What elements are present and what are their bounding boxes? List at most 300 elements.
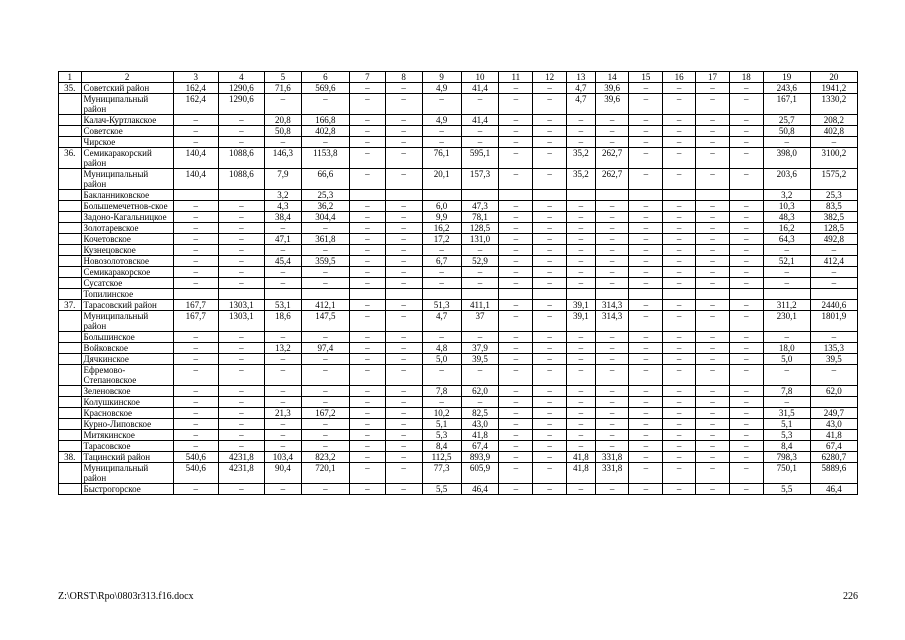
- value-cell: 331,8: [595, 452, 629, 463]
- value-cell: 5,1: [763, 419, 810, 430]
- value-cell: –: [663, 386, 696, 397]
- value-cell: –: [533, 365, 567, 386]
- value-cell: 67,4: [461, 441, 499, 452]
- value-cell: –: [729, 245, 763, 256]
- value-cell: –: [173, 408, 218, 419]
- value-cell: –: [173, 484, 218, 495]
- row-number: [59, 137, 82, 148]
- value-cell: –: [301, 94, 349, 115]
- value-cell: –: [629, 223, 663, 234]
- table-row: [59, 397, 858, 408]
- table-row: [59, 408, 858, 419]
- value-cell: –: [461, 397, 499, 408]
- value-cell: 540,6: [173, 463, 218, 484]
- value-cell: 249,7: [810, 408, 857, 419]
- value-cell: –: [533, 441, 567, 452]
- value-cell: 51,3: [422, 300, 461, 311]
- table-row: [59, 386, 858, 397]
- value-cell: –: [533, 397, 567, 408]
- value-cell: –: [729, 332, 763, 343]
- value-cell: –: [349, 115, 385, 126]
- value-cell: [696, 289, 730, 300]
- value-cell: –: [499, 83, 533, 94]
- value-cell: [218, 289, 264, 300]
- table-row: [59, 83, 858, 94]
- value-cell: 62,0: [810, 386, 857, 397]
- value-cell: –: [595, 267, 629, 278]
- value-cell: –: [349, 201, 385, 212]
- value-cell: 262,7: [595, 148, 629, 169]
- value-cell: –: [663, 83, 696, 94]
- value-cell: –: [422, 332, 461, 343]
- value-cell: –: [595, 115, 629, 126]
- value-cell: –: [696, 484, 730, 495]
- value-cell: –: [729, 386, 763, 397]
- value-cell: –: [533, 83, 567, 94]
- settlement-name: Войковское: [81, 343, 173, 354]
- value-cell: 540,6: [173, 452, 218, 463]
- value-cell: –: [499, 212, 533, 223]
- row-number: [59, 115, 82, 126]
- value-cell: 90,4: [264, 463, 301, 484]
- value-cell: –: [763, 278, 810, 289]
- value-cell: –: [385, 332, 422, 343]
- value-cell: –: [533, 201, 567, 212]
- value-cell: –: [385, 267, 422, 278]
- value-cell: 52,9: [461, 256, 499, 267]
- value-cell: –: [385, 397, 422, 408]
- value-cell: –: [173, 332, 218, 343]
- value-cell: [696, 190, 730, 201]
- value-cell: –: [663, 354, 696, 365]
- value-cell: –: [499, 115, 533, 126]
- value-cell: –: [629, 311, 663, 332]
- value-cell: –: [729, 278, 763, 289]
- value-cell: –: [385, 137, 422, 148]
- value-cell: –: [499, 419, 533, 430]
- value-cell: 36,2: [301, 201, 349, 212]
- value-cell: –: [729, 137, 763, 148]
- table-row: [59, 115, 858, 126]
- value-cell: –: [422, 365, 461, 386]
- value-cell: 16,2: [422, 223, 461, 234]
- value-cell: –: [218, 126, 264, 137]
- value-cell: –: [385, 484, 422, 495]
- table-row: [59, 430, 858, 441]
- value-cell: –: [696, 441, 730, 452]
- value-cell: –: [629, 484, 663, 495]
- value-cell: 1330,2: [810, 94, 857, 115]
- value-cell: 2440,6: [810, 300, 857, 311]
- settlement-name: Советское: [81, 126, 173, 137]
- value-cell: –: [533, 94, 567, 115]
- table-row: [59, 223, 858, 234]
- value-cell: –: [696, 126, 730, 137]
- value-cell: –: [218, 354, 264, 365]
- value-cell: –: [567, 267, 596, 278]
- value-cell: 5,1: [422, 419, 461, 430]
- row-number: [59, 430, 82, 441]
- value-cell: –: [349, 430, 385, 441]
- row-number: 36.: [59, 148, 82, 169]
- value-cell: –: [629, 83, 663, 94]
- value-cell: –: [218, 212, 264, 223]
- value-cell: –: [349, 397, 385, 408]
- column-header: 19: [763, 72, 810, 83]
- value-cell: –: [729, 148, 763, 169]
- settlement-name: Ефремово-Степановское: [81, 365, 173, 386]
- row-number: 37.: [59, 300, 82, 311]
- value-cell: 4,3: [264, 201, 301, 212]
- value-cell: –: [663, 311, 696, 332]
- value-cell: –: [349, 148, 385, 169]
- value-cell: 1153,8: [301, 148, 349, 169]
- value-cell: 605,9: [461, 463, 499, 484]
- value-cell: –: [173, 343, 218, 354]
- value-cell: –: [629, 452, 663, 463]
- value-cell: –: [696, 115, 730, 126]
- value-cell: 203,6: [763, 169, 810, 190]
- value-cell: –: [218, 408, 264, 419]
- table-row: [59, 419, 858, 430]
- value-cell: 140,4: [173, 148, 218, 169]
- row-number: 38.: [59, 452, 82, 463]
- value-cell: –: [663, 137, 696, 148]
- value-cell: –: [567, 365, 596, 386]
- column-header: 18: [729, 72, 763, 83]
- value-cell: –: [763, 267, 810, 278]
- value-cell: 569,6: [301, 83, 349, 94]
- value-cell: 45,4: [264, 256, 301, 267]
- value-cell: –: [301, 365, 349, 386]
- value-cell: 43,0: [810, 419, 857, 430]
- value-cell: 304,4: [301, 212, 349, 223]
- value-cell: –: [385, 234, 422, 245]
- value-cell: –: [173, 223, 218, 234]
- row-number: [59, 397, 82, 408]
- value-cell: –: [349, 223, 385, 234]
- value-cell: –: [595, 137, 629, 148]
- row-number: [59, 169, 82, 190]
- value-cell: –: [663, 343, 696, 354]
- value-cell: –: [729, 300, 763, 311]
- value-cell: –: [499, 354, 533, 365]
- value-cell: –: [729, 397, 763, 408]
- row-number: [59, 289, 82, 300]
- value-cell: 412,1: [301, 300, 349, 311]
- value-cell: –: [533, 343, 567, 354]
- value-cell: 71,6: [264, 83, 301, 94]
- value-cell: –: [729, 126, 763, 137]
- column-header: 4: [218, 72, 264, 83]
- value-cell: 230,1: [763, 311, 810, 332]
- value-cell: –: [663, 463, 696, 484]
- value-cell: 20,1: [422, 169, 461, 190]
- column-header: 10: [461, 72, 499, 83]
- value-cell: –: [461, 332, 499, 343]
- value-cell: 3,2: [763, 190, 810, 201]
- value-cell: –: [385, 365, 422, 386]
- value-cell: –: [533, 419, 567, 430]
- value-cell: –: [663, 452, 696, 463]
- table-row: [59, 234, 858, 245]
- value-cell: –: [696, 278, 730, 289]
- value-cell: 25,3: [301, 190, 349, 201]
- settlement-name: Кузнецовское: [81, 245, 173, 256]
- value-cell: –: [533, 430, 567, 441]
- value-cell: –: [663, 430, 696, 441]
- value-cell: –: [629, 463, 663, 484]
- value-cell: –: [663, 300, 696, 311]
- value-cell: 1088,6: [218, 169, 264, 190]
- row-number: [59, 419, 82, 430]
- value-cell: 46,4: [810, 484, 857, 495]
- value-cell: –: [264, 419, 301, 430]
- value-cell: 7,8: [422, 386, 461, 397]
- table-row: [59, 278, 858, 289]
- value-cell: 66,6: [301, 169, 349, 190]
- value-cell: –: [349, 169, 385, 190]
- table-row: [59, 441, 858, 452]
- value-cell: 6,0: [422, 201, 461, 212]
- value-cell: –: [696, 452, 730, 463]
- value-cell: –: [385, 386, 422, 397]
- value-cell: –: [533, 223, 567, 234]
- value-cell: –: [567, 386, 596, 397]
- value-cell: 798,3: [763, 452, 810, 463]
- value-cell: [422, 190, 461, 201]
- value-cell: –: [663, 126, 696, 137]
- value-cell: 64,3: [763, 234, 810, 245]
- value-cell: –: [595, 343, 629, 354]
- value-cell: 37: [461, 311, 499, 332]
- value-cell: –: [696, 343, 730, 354]
- value-cell: –: [696, 234, 730, 245]
- value-cell: 131,0: [461, 234, 499, 245]
- value-cell: 167,1: [763, 94, 810, 115]
- value-cell: [422, 289, 461, 300]
- value-cell: 50,8: [763, 126, 810, 137]
- value-cell: 595,1: [461, 148, 499, 169]
- settlement-name: Советский район: [81, 83, 173, 94]
- value-cell: –: [385, 300, 422, 311]
- value-cell: –: [301, 430, 349, 441]
- value-cell: –: [629, 354, 663, 365]
- value-cell: –: [385, 126, 422, 137]
- value-cell: 331,8: [595, 463, 629, 484]
- value-cell: 5,5: [422, 484, 461, 495]
- value-cell: –: [264, 94, 301, 115]
- value-cell: –: [301, 267, 349, 278]
- value-cell: –: [264, 278, 301, 289]
- value-cell: –: [499, 278, 533, 289]
- value-cell: [461, 190, 499, 201]
- value-cell: [301, 289, 349, 300]
- value-cell: [533, 190, 567, 201]
- value-cell: 53,1: [264, 300, 301, 311]
- value-cell: –: [696, 397, 730, 408]
- value-cell: 39,1: [567, 300, 596, 311]
- value-cell: –: [499, 126, 533, 137]
- value-cell: –: [349, 94, 385, 115]
- value-cell: –: [385, 452, 422, 463]
- value-cell: 146,3: [264, 148, 301, 169]
- value-cell: –: [595, 419, 629, 430]
- value-cell: 8,4: [763, 441, 810, 452]
- page-number: 226: [843, 591, 858, 602]
- value-cell: –: [533, 408, 567, 419]
- value-cell: –: [422, 278, 461, 289]
- settlement-name: Колушкинское: [81, 397, 173, 408]
- value-cell: 39,6: [595, 83, 629, 94]
- column-header: 2: [81, 72, 173, 83]
- settlement-name: Муниципальный район: [81, 169, 173, 190]
- column-header: 12: [533, 72, 567, 83]
- value-cell: –: [567, 201, 596, 212]
- row-number: [59, 386, 82, 397]
- value-cell: –: [663, 332, 696, 343]
- value-cell: –: [173, 256, 218, 267]
- value-cell: –: [499, 397, 533, 408]
- value-cell: –: [729, 201, 763, 212]
- value-cell: –: [385, 223, 422, 234]
- value-cell: 4231,8: [218, 452, 264, 463]
- row-number: 35.: [59, 83, 82, 94]
- value-cell: –: [663, 484, 696, 495]
- value-cell: 3,2: [264, 190, 301, 201]
- value-cell: –: [499, 223, 533, 234]
- value-cell: –: [264, 430, 301, 441]
- value-cell: [385, 289, 422, 300]
- settlement-name: Тарасовское: [81, 441, 173, 452]
- row-number: [59, 190, 82, 201]
- value-cell: –: [567, 126, 596, 137]
- row-number: [59, 126, 82, 137]
- value-cell: –: [349, 300, 385, 311]
- table-row: [59, 311, 858, 332]
- value-cell: –: [763, 137, 810, 148]
- value-cell: –: [533, 234, 567, 245]
- value-cell: –: [595, 408, 629, 419]
- row-number: [59, 354, 82, 365]
- value-cell: 1801,9: [810, 311, 857, 332]
- value-cell: [264, 289, 301, 300]
- value-cell: –: [629, 234, 663, 245]
- value-cell: –: [422, 94, 461, 115]
- value-cell: –: [385, 148, 422, 169]
- table-row: [59, 343, 858, 354]
- value-cell: 5,0: [763, 354, 810, 365]
- value-cell: –: [696, 148, 730, 169]
- value-cell: –: [595, 441, 629, 452]
- value-cell: –: [567, 245, 596, 256]
- value-cell: –: [349, 137, 385, 148]
- column-header: 8: [385, 72, 422, 83]
- settlement-name: Кочетовское: [81, 234, 173, 245]
- row-number: [59, 441, 82, 452]
- value-cell: –: [663, 245, 696, 256]
- value-cell: –: [696, 169, 730, 190]
- value-cell: 78,1: [461, 212, 499, 223]
- column-header: 5: [264, 72, 301, 83]
- column-header: 13: [567, 72, 596, 83]
- value-cell: 25,7: [763, 115, 810, 126]
- table-row: [59, 332, 858, 343]
- value-cell: –: [696, 463, 730, 484]
- settlement-name: Митякинское: [81, 430, 173, 441]
- value-cell: –: [173, 267, 218, 278]
- value-cell: 162,4: [173, 94, 218, 115]
- value-cell: 382,5: [810, 212, 857, 223]
- row-number: [59, 343, 82, 354]
- value-cell: [173, 190, 218, 201]
- value-cell: –: [349, 419, 385, 430]
- value-cell: –: [301, 484, 349, 495]
- value-cell: 157,3: [461, 169, 499, 190]
- settlement-name: Семикаракорское: [81, 267, 173, 278]
- value-cell: –: [567, 354, 596, 365]
- value-cell: –: [461, 245, 499, 256]
- value-cell: –: [663, 256, 696, 267]
- value-cell: –: [629, 148, 663, 169]
- value-cell: –: [629, 245, 663, 256]
- value-cell: –: [533, 354, 567, 365]
- value-cell: –: [595, 332, 629, 343]
- value-cell: –: [696, 83, 730, 94]
- row-number: [59, 463, 82, 484]
- settlement-name: Большинское: [81, 332, 173, 343]
- value-cell: –: [696, 245, 730, 256]
- settlement-name: Зеленовское: [81, 386, 173, 397]
- value-cell: –: [629, 386, 663, 397]
- value-cell: –: [218, 234, 264, 245]
- value-cell: –: [173, 234, 218, 245]
- value-cell: –: [385, 201, 422, 212]
- value-cell: –: [264, 332, 301, 343]
- value-cell: –: [696, 311, 730, 332]
- value-cell: –: [696, 137, 730, 148]
- value-cell: 50,8: [264, 126, 301, 137]
- value-cell: [663, 190, 696, 201]
- value-cell: –: [349, 452, 385, 463]
- value-cell: [499, 289, 533, 300]
- column-header: 14: [595, 72, 629, 83]
- value-cell: –: [218, 343, 264, 354]
- settlement-name: Топилинское: [81, 289, 173, 300]
- value-cell: 167,7: [173, 300, 218, 311]
- value-cell: –: [533, 311, 567, 332]
- table-row: [59, 94, 858, 115]
- value-cell: –: [696, 256, 730, 267]
- value-cell: 6,7: [422, 256, 461, 267]
- value-cell: –: [729, 430, 763, 441]
- settlement-name: Муниципальный район: [81, 94, 173, 115]
- value-cell: 4,9: [422, 83, 461, 94]
- value-cell: 5,3: [422, 430, 461, 441]
- value-cell: –: [301, 245, 349, 256]
- value-cell: –: [301, 137, 349, 148]
- value-cell: 4231,8: [218, 463, 264, 484]
- value-cell: –: [567, 332, 596, 343]
- value-cell: –: [173, 212, 218, 223]
- value-cell: –: [729, 408, 763, 419]
- value-cell: –: [264, 223, 301, 234]
- value-cell: –: [461, 94, 499, 115]
- header-row: [59, 72, 858, 83]
- value-cell: –: [349, 278, 385, 289]
- value-cell: –: [567, 278, 596, 289]
- row-number: [59, 223, 82, 234]
